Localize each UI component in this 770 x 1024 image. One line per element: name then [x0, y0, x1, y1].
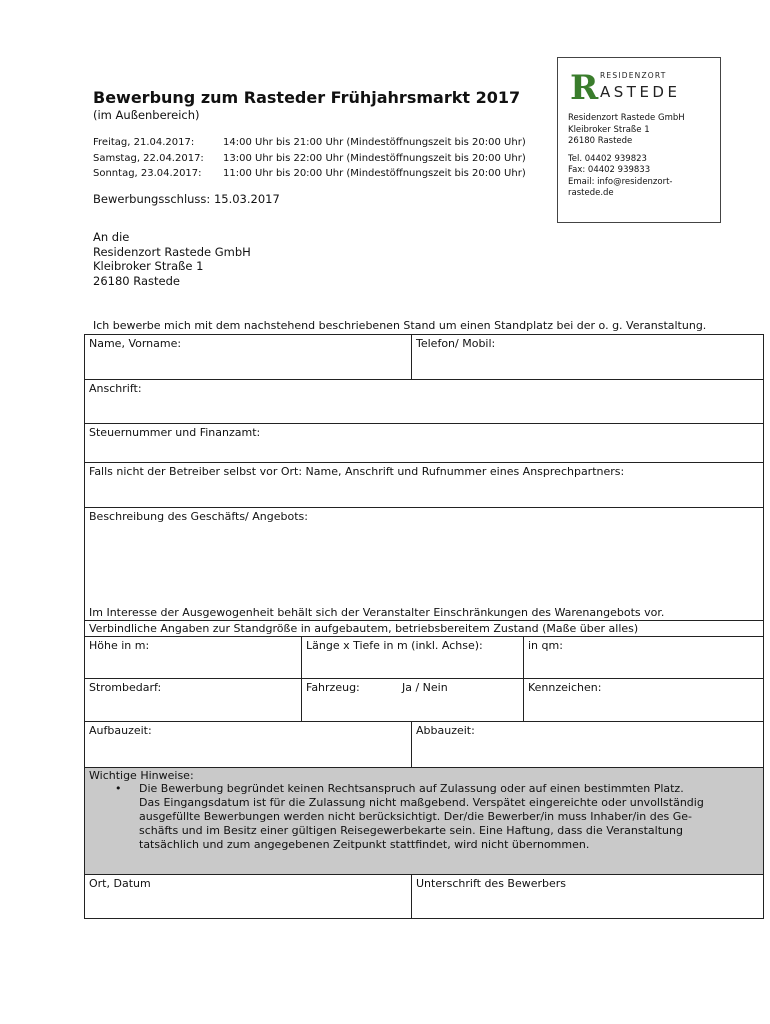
contact-line: Tel. 04402 939823 — [568, 153, 647, 164]
company-line: 26180 Rastede — [568, 136, 633, 146]
address-line: Residenzort Rastede GmbH — [93, 244, 251, 259]
notes-line: tatsächlich und zum angegebenen Zeitpunkt stattfindet, wird nicht übernommen. — [139, 838, 590, 851]
signature-field[interactable]: Unterschrift des Bewerbers — [411, 875, 763, 918]
logo-top-text: RESIDENZORT — [600, 71, 667, 80]
notes-line: Das Eingangsdatum ist für die Zulassung nicht maßgebend. Verspätet eingereichte oder unvollständig — [139, 796, 704, 809]
license-plate-field[interactable]: Kennzeichen: — [523, 679, 763, 721]
address-line: An die — [93, 230, 130, 244]
setup-time-field[interactable]: Aufbauzeit: — [89, 724, 152, 737]
length-depth-field[interactable]: Länge x Tiefe in m (inkl. Achse): — [301, 637, 523, 678]
contact-person-field[interactable]: Falls nicht der Betreiber selbst vor Ort: Name, Anschrift und Rufnummer eines Ansprechpartners: — [89, 465, 625, 478]
date-day: Sonntag, 23.04.2017: — [93, 168, 202, 179]
recipient-address — [93, 230, 251, 288]
company-line: Kleibroker Straße 1 — [568, 124, 650, 135]
name-field[interactable]: Name, Vorname: — [89, 337, 182, 350]
logo-initial: R — [570, 68, 599, 105]
form-row-size — [85, 637, 763, 679]
address-line: Kleibroker Straße 1 — [93, 259, 204, 273]
teardown-time-field[interactable]: Abbauzeit: — [411, 722, 763, 767]
vehicle-field[interactable] — [301, 679, 523, 721]
company-line: Residenzort Rastede GmbH — [568, 113, 685, 123]
vehicle-yes-no[interactable]: Ja / Nein — [402, 681, 448, 694]
square-meters-field[interactable]: in qm: — [523, 637, 763, 678]
date-day: Samstag, 22.04.2017: — [93, 152, 204, 164]
date-day: Freitag, 21.04.2017: — [93, 137, 195, 148]
notes-line: schäfts und im Besitz einer gültigen Reisegewerbekarte sein. Eine Haftung, dass die Veranstaltung — [139, 824, 683, 837]
form-row-times — [85, 722, 763, 768]
intro-text: Ich bewerbe mich mit dem nachstehend beschriebenen Stand um einen Standplatz bei der o. g. Veranstaltung. — [93, 319, 707, 332]
page-title: Bewerbung zum Rasteder Frühjahrsmarkt 2017 — [93, 88, 521, 107]
notes-bullet-item — [85, 782, 763, 852]
address-line: 26180 Rastede — [93, 273, 180, 288]
application-form — [84, 334, 764, 919]
form-row-contact — [85, 463, 763, 508]
form-row-description — [85, 508, 763, 621]
notes-line: ausgefüllte Bewerbungen werden nicht berücksichtigt. Der/die Bewerber/in muss Inhaber/in des Ge- — [139, 810, 692, 823]
company-info-box — [557, 57, 721, 223]
place-date-field[interactable]: Ort, Datum — [89, 877, 151, 890]
contact-line: Email: info@residenzort- — [568, 176, 673, 187]
address-field[interactable]: Anschrift: — [89, 382, 142, 395]
vehicle-label: Fahrzeug: — [306, 681, 360, 694]
form-row-signature — [85, 875, 763, 918]
contact-line: rastede.de — [568, 188, 614, 198]
size-note: Verbindliche Angaben zur Standgröße in aufgebautem, betriebsbereitem Zustand (Maße über alles) — [85, 621, 763, 637]
phone-field[interactable]: Telefon/ Mobil: — [411, 335, 763, 379]
contact-line: Fax: 04402 939833 — [568, 165, 651, 175]
company-contact — [568, 113, 718, 200]
assortment-notice: Im Interesse der Ausgewogenheit behält sich der Veranstalter Einschränkungen des Warenangebots vor. — [89, 606, 665, 619]
power-demand-field[interactable]: Strombedarf: — [89, 681, 162, 694]
application-deadline: Bewerbungsschluss: 15.03.2017 — [93, 192, 280, 206]
date-time: 13:00 Uhr bis 22:00 Uhr (Mindestöffnungszeit bis 20:00 Uhr) — [223, 152, 526, 164]
notes-title: Wichtige Hinweise: — [89, 769, 194, 782]
residenzort-rastede-logo — [568, 67, 708, 105]
description-field[interactable]: Beschreibung des Geschäfts/ Angebots: — [89, 510, 308, 523]
page-subtitle: (im Außenbereich) — [93, 108, 200, 122]
bullet-icon: • — [115, 782, 122, 795]
date-time: 11:00 Uhr bis 20:00 Uhr (Mindestöffnungszeit bis 20:00 Uhr) — [223, 168, 526, 179]
notes-line: Die Bewerbung begründet keinen Rechtsanspruch auf Zulassung oder auf einen bestimmten Platz. — [139, 782, 684, 795]
form-row-name — [85, 335, 763, 380]
logo-main-text: ASTEDE — [600, 83, 681, 101]
date-time: 14:00 Uhr bis 21:00 Uhr (Mindestöffnungszeit bis 20:00 Uhr) — [223, 137, 526, 148]
important-notes — [85, 768, 763, 875]
tax-number-field[interactable]: Steuernummer und Finanzamt: — [89, 426, 261, 439]
form-row-power — [85, 679, 763, 722]
form-row-tax — [85, 424, 763, 463]
form-row-address — [85, 380, 763, 424]
height-field[interactable]: Höhe in m: — [89, 639, 150, 652]
